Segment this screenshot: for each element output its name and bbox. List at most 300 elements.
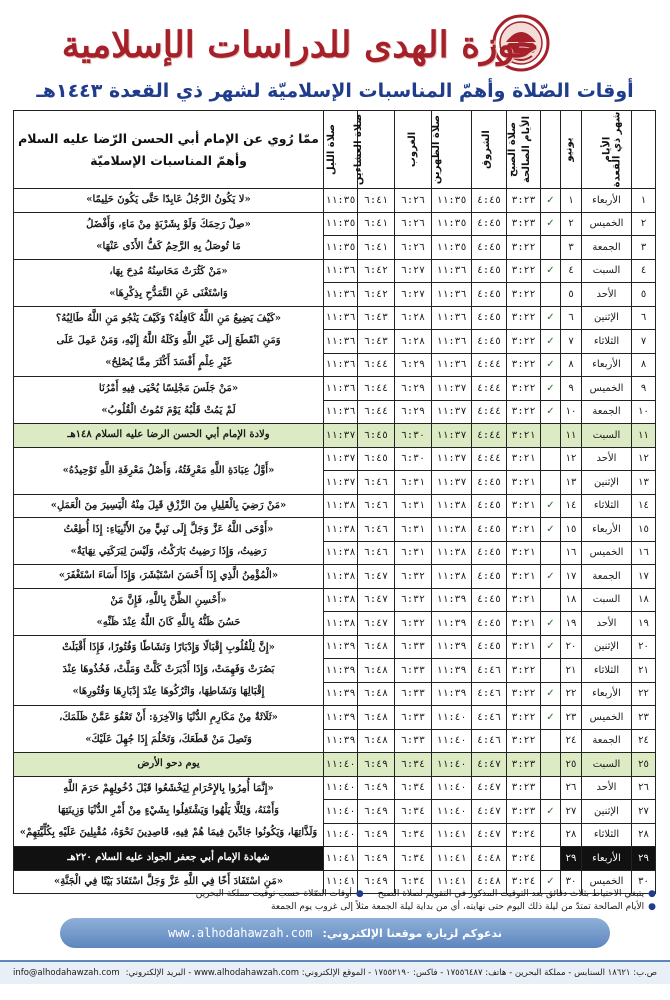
maghrib-time: ٦:٤٦ [358, 494, 395, 518]
dhuhr-time: ١١:٤٠ [432, 729, 472, 753]
sunrise-time: ٤:٤٥ [472, 588, 507, 612]
june-day: ٢٢ [561, 682, 582, 706]
occasion-text-line: «مَنْ كَثُرَتْ مَحَاسِنُهُ مُدِحَ بِهَا، [109, 265, 228, 277]
occasion-text-line: مَا تُوصَلُ بِهِ الرَّحِمُ كَفُّ الأَذَى عَنْهَا» [96, 240, 241, 252]
fajr-time: ٣:٢٤ [507, 870, 541, 894]
fajr-time: ٣:٢١ [507, 518, 541, 542]
dhuhr-time: ١١:٣٥ [432, 212, 472, 236]
occasion-text-line: بَصُرَتْ وَفَهِمَتْ، وَإِذَا أَدْبَرَتْ كَلَّتْ وَمَلَّتْ، فَخُذُوهَا عِنْدَ [62, 664, 275, 676]
sunset-time: ٦:٣٣ [395, 729, 432, 753]
contact-email-link[interactable]: info@alhodahawzah.com [12, 968, 120, 978]
fajr-time: ٣:٢٢ [507, 330, 541, 354]
maghrib-time: ٦:٤٩ [358, 870, 395, 894]
weekday: الإثنين [582, 471, 632, 495]
sunset-time: ٦:٢٩ [395, 377, 432, 401]
sunrise-time: ٤:٤٥ [472, 189, 507, 213]
hijri-day: ٢ [632, 212, 656, 236]
occasion-text-line: «صِلْ رَحِمَكَ وَلَوْ بِشَرْبَةٍ مِنْ مَاءٍ، وَأَفْضَلُ [86, 218, 251, 230]
fajr-time: ٣:٢٢ [507, 236, 541, 260]
sunrise-time: ٤:٤٥ [472, 541, 507, 565]
header-maghrib: صلاة العشاءين [358, 111, 395, 189]
table-row [14, 377, 656, 401]
hijri-day: ٢٣ [632, 706, 656, 730]
night-prayer-time: ١١:٣٧ [324, 471, 358, 495]
night-prayer-time: ١١:٣٥ [324, 189, 358, 213]
dhuhr-time: ١١:٣٨ [432, 565, 472, 589]
maghrib-time: ٦:٤٨ [358, 706, 395, 730]
hijri-day: ٥ [632, 283, 656, 307]
good-day-check-icon: ✓ [541, 377, 561, 401]
good-day-empty [541, 729, 561, 753]
dhuhr-time: ١١:٣٦ [432, 306, 472, 330]
table-row [14, 189, 656, 213]
page-header [0, 0, 670, 104]
sunrise-time: ٤:٤٤ [472, 447, 507, 471]
weekday: الخميس [582, 212, 632, 236]
sunrise-time: ٤:٤٥ [472, 494, 507, 518]
weekday: الأحد [582, 447, 632, 471]
night-prayer-time: ١١:٣٩ [324, 729, 358, 753]
fajr-time: ٣:٢٣ [507, 189, 541, 213]
june-day: ١٧ [561, 565, 582, 589]
maghrib-time: ٦:٤٤ [358, 400, 395, 424]
dhuhr-time: ١١:٣٧ [432, 471, 472, 495]
hijri-day: ٧ [632, 330, 656, 354]
prayer-times-table-wrapper [14, 110, 656, 894]
night-prayer-time: ١١:٣٧ [324, 447, 358, 471]
hijri-day: ٢٤ [632, 729, 656, 753]
sunrise-time: ٤:٤٤ [472, 400, 507, 424]
table-row [14, 706, 656, 730]
weekday: الإثنين [582, 800, 632, 824]
sunset-time: ٦:٣٠ [395, 447, 432, 471]
occasion-cell [14, 424, 324, 448]
website-invite-label: ندعوكم لزيارة موقعنا الإلكتروني: [322, 926, 503, 940]
fajr-time: ٣:٢٢ [507, 729, 541, 753]
weekday: الخميس [582, 377, 632, 401]
good-day-check-icon: ✓ [541, 612, 561, 636]
maghrib-time: ٦:٤٧ [358, 588, 395, 612]
sunrise-time: ٤:٤٧ [472, 776, 507, 800]
fajr-time: ٣:٢٢ [507, 353, 541, 377]
hadith-cell [14, 635, 324, 706]
night-prayer-time: ١١:٣٥ [324, 236, 358, 260]
sunrise-time: ٤:٤٦ [472, 706, 507, 730]
good-day-check-icon: ✓ [541, 306, 561, 330]
hijri-day: ١ [632, 189, 656, 213]
weekday: الخميس [582, 870, 632, 894]
good-day-check-icon: ✓ [541, 189, 561, 213]
weekday: السبت [582, 259, 632, 283]
sunset-time: ٦:٢٦ [395, 189, 432, 213]
maghrib-time: ٦:٤٧ [358, 565, 395, 589]
good-day-empty [541, 847, 561, 871]
june-day: ٢٣ [561, 706, 582, 730]
june-day: ٢٥ [561, 753, 582, 777]
fajr-time: ٣:٢١ [507, 588, 541, 612]
hijri-day: ٣٠ [632, 870, 656, 894]
sunrise-time: ٤:٤٥ [472, 518, 507, 542]
night-prayer-time: ١١:٣٩ [324, 706, 358, 730]
sunrise-time: ٤:٤٥ [472, 283, 507, 307]
occasion-text-line: إِقْبَالِهَا وَنَشَاطِهَا، وَاتْرُكُوهَا عِنْدَ إِدْبَارِهَا وَفُتُورِهَا» [72, 686, 265, 698]
occasion-text-line: «أَوَّلُ عِبَادَةِ اللَّهِ مَعْرِفَتُهُ، وَأَصْلُ مَعْرِفَةِ اللَّهِ تَوْحِيدُهُ» [62, 464, 275, 476]
sunset-time: ٦:٢٨ [395, 306, 432, 330]
weekday: الأربعاء [582, 189, 632, 213]
june-day: ١٨ [561, 588, 582, 612]
hadith-cell [14, 447, 324, 494]
hijri-day: ٩ [632, 377, 656, 401]
sunset-time: ٦:٣٣ [395, 682, 432, 706]
sunrise-time: ٤:٤٧ [472, 800, 507, 824]
occasion-text-line: «إِنَّ لِلْقُلُوبِ إِقْبَالًا وَإِدْبَارًا وَنَشَاطًا وَفُتُورًا، فَإِذَا أَقْبَلَتْ [62, 642, 275, 654]
header-dhuhr: صلاة الظهرين [432, 111, 472, 189]
occasion-text-line: «ثَلَاثَةٌ مِنْ مَكَارِمِ الدُّنْيَا وَالآخِرَةِ: أَنْ تَعْفُوَ عَمَّنْ ظَلَمَكَ، [59, 712, 278, 723]
table-row [14, 424, 656, 448]
weekday: الثلاثاء [582, 659, 632, 683]
table-row [14, 518, 656, 542]
note-timezone: ●أوقات الصّلاة حسب توقيت مملكة البحرين [195, 889, 364, 899]
website-link[interactable]: www.alhodahawzah.com [167, 926, 313, 940]
fajr-time: ٣:٢١ [507, 424, 541, 448]
hadith-cell [14, 518, 324, 565]
fajr-time: ٣:٢١ [507, 565, 541, 589]
hadith-cell [14, 259, 324, 306]
hijri-day: ٦ [632, 306, 656, 330]
dhuhr-time: ١١:٤٠ [432, 800, 472, 824]
dhuhr-time: ١١:٣٥ [432, 189, 472, 213]
prayer-times-table [13, 110, 656, 894]
night-prayer-time: ١١:٤٠ [324, 753, 358, 777]
header-occasions: ممّا رُوي عن الإمام أبي الحسن الرّضا عليه السلام وأهمّ المناسبات الإسلاميّة [14, 111, 324, 189]
occasion-text-line: «أَوْحَى اللَّهُ عَزَّ وَجَلَّ إِلَى نَبِيٍّ مِنَ الأَنْبِيَاءِ: إِذَا أُطِعْتُ [63, 524, 274, 535]
occasion-text-line: «الْمُؤْمِنُ الَّذِي إِذَا أَحْسَنَ اسْتَبْشَرَ، وَإِذَا أَسَاءَ اسْتَغْفَرَ» [58, 570, 279, 582]
sunset-time: ٦:٢٨ [395, 330, 432, 354]
table-row [14, 447, 656, 471]
sunrise-time: ٤:٤٥ [472, 635, 507, 659]
night-prayer-time: ١١:٣٨ [324, 494, 358, 518]
occasion-text-line: «مَنْ رَضِيَ بِالْقَلِيلِ مِنَ الرِّزْقِ قَبِلَ مِنْهُ الْيَسِيرَ مِنَ الْعَمَلِ» [50, 499, 287, 511]
hijri-day: ٤ [632, 259, 656, 283]
weekday: الخميس [582, 541, 632, 565]
weekday: الأحد [582, 283, 632, 307]
occasion-text-line: حَسُنَ ظَنُّهُ بِاللَّهِ كَانَ اللَّهُ عِنْدَ ظَنِّهِ» [96, 616, 241, 628]
june-day: ١١ [561, 424, 582, 448]
sunrise-time: ٤:٤٥ [472, 330, 507, 354]
dhuhr-time: ١١:٣٨ [432, 541, 472, 565]
good-day-check-icon: ✓ [541, 518, 561, 542]
maghrib-time: ٦:٤٥ [358, 447, 395, 471]
night-prayer-time: ١١:٤٠ [324, 800, 358, 824]
night-prayer-time: ١١:٣٨ [324, 588, 358, 612]
june-day: ١ [561, 189, 582, 213]
fajr-time: ٣:٢٣ [507, 776, 541, 800]
sunset-time: ٦:٣٢ [395, 612, 432, 636]
brand-calligraphy [61, 12, 539, 78]
occasion-text-line: غَيْرِ عِلْمٍ أَفْسَدَ أَكْثَرَ مِمَّا يُصْلِحُ» [105, 357, 232, 369]
maghrib-time: ٦:٤١ [358, 189, 395, 213]
june-day: ٧ [561, 330, 582, 354]
hijri-day: ١٤ [632, 494, 656, 518]
fajr-time: ٣:٢٢ [507, 659, 541, 683]
hadith-cell [14, 588, 324, 635]
fajr-time: ٣:٢٤ [507, 847, 541, 871]
june-day: ٣ [561, 236, 582, 260]
dhuhr-time: ١١:٣٧ [432, 377, 472, 401]
night-prayer-time: ١١:٣٥ [324, 212, 358, 236]
june-day: ٤ [561, 259, 582, 283]
good-day-empty [541, 447, 561, 471]
june-day: ١٣ [561, 471, 582, 495]
maghrib-time: ٦:٤٩ [358, 776, 395, 800]
fajr-time: ٣:٢٣ [507, 212, 541, 236]
table-row [14, 588, 656, 612]
sunrise-time: ٤:٤٧ [472, 753, 507, 777]
weekday: الجمعة [582, 236, 632, 260]
good-day-check-icon: ✓ [541, 353, 561, 377]
header-hijri-day: شهر ذي القعدة [632, 111, 656, 189]
good-day-empty [541, 541, 561, 565]
night-prayer-time: ١١:٤١ [324, 847, 358, 871]
sunset-time: ٦:٢٩ [395, 400, 432, 424]
sunrise-time: ٤:٤٦ [472, 729, 507, 753]
maghrib-time: ٦:٤٤ [358, 353, 395, 377]
weekday: الأربعاء [582, 518, 632, 542]
maghrib-time: ٦:٤٢ [358, 259, 395, 283]
dhuhr-time: ١١:٣٨ [432, 518, 472, 542]
good-day-check-icon: ✓ [541, 635, 561, 659]
page-title: أوقات الصّلاة وأهمّ المناسبات الإسلاميّة لشهر ذي القعدة ١٤٤٣هـ [36, 80, 634, 102]
dhuhr-time: ١١:٣٩ [432, 659, 472, 683]
weekday: السبت [582, 753, 632, 777]
good-day-check-icon: ✓ [541, 259, 561, 283]
occasion-text-line: ولادة الإمام أبي الحسن الرضا عليه السلام ١٤٨هـ [67, 429, 270, 441]
fajr-time: ٣:٢١ [507, 541, 541, 565]
fajr-time: ٣:٢٣ [507, 753, 541, 777]
weekday: الجمعة [582, 565, 632, 589]
header-sunrise: الشروق [472, 111, 507, 189]
night-prayer-time: ١١:٣٦ [324, 353, 358, 377]
table-header-row [14, 111, 656, 189]
dhuhr-time: ١١:٣٩ [432, 588, 472, 612]
sunset-time: ٦:٢٦ [395, 212, 432, 236]
june-day: ١٥ [561, 518, 582, 542]
weekday: الخميس [582, 706, 632, 730]
website-banner [60, 918, 610, 948]
occasion-cell [14, 753, 324, 777]
june-day: ٦ [561, 306, 582, 330]
good-day-empty [541, 753, 561, 777]
fajr-time: ٣:٢٢ [507, 283, 541, 307]
sunrise-time: ٤:٤٨ [472, 870, 507, 894]
night-prayer-time: ١١:٣٧ [324, 424, 358, 448]
occasion-text-line: «مَنْ جَلَسَ مَجْلِسًا يُحْيَى فِيهِ أَمْرُنَا [98, 383, 239, 394]
sunrise-time: ٤:٤٥ [472, 612, 507, 636]
table-row [14, 259, 656, 283]
hijri-day: ٢٢ [632, 682, 656, 706]
hijri-day: ١١ [632, 424, 656, 448]
weekday: الأحد [582, 776, 632, 800]
dhuhr-time: ١١:٣٦ [432, 353, 472, 377]
maghrib-time: ٦:٤٩ [358, 753, 395, 777]
hijri-day: ١٨ [632, 588, 656, 612]
notes-section [14, 888, 656, 914]
sunrise-time: ٤:٤٤ [472, 424, 507, 448]
fajr-time: ٣:٢٣ [507, 800, 541, 824]
hijri-day: ٢١ [632, 659, 656, 683]
june-day: ١٢ [561, 447, 582, 471]
table-row [14, 565, 656, 589]
sunrise-time: ٤:٤٥ [472, 306, 507, 330]
fajr-time: ٣:٢١ [507, 471, 541, 495]
dhuhr-time: ١١:٣٨ [432, 494, 472, 518]
hadith-cell [14, 189, 324, 213]
sunrise-time: ٤:٤٦ [472, 682, 507, 706]
night-prayer-time: ١١:٣٨ [324, 518, 358, 542]
hadith-cell [14, 212, 324, 259]
weekday: السبت [582, 424, 632, 448]
weekday: الثلاثاء [582, 823, 632, 847]
hadith-cell [14, 494, 324, 518]
header-night-prayer: صلاة الليل [324, 111, 358, 189]
june-day: ٨ [561, 353, 582, 377]
occasion-cell [14, 847, 324, 871]
header-june: يونيو [561, 111, 582, 189]
maghrib-time: ٦:٤٦ [358, 541, 395, 565]
fajr-time: ٣:٢١ [507, 612, 541, 636]
hijri-day: ٣ [632, 236, 656, 260]
good-day-empty [541, 776, 561, 800]
dhuhr-time: ١١:٣٩ [432, 612, 472, 636]
table-row [14, 635, 656, 659]
sunrise-time: ٤:٤٥ [472, 259, 507, 283]
maghrib-time: ٦:٤٣ [358, 306, 395, 330]
dhuhr-time: ١١:٤٠ [432, 706, 472, 730]
sunset-time: ٦:٣٤ [395, 753, 432, 777]
good-day-check-icon: ✓ [541, 565, 561, 589]
sunset-time: ٦:٣٤ [395, 776, 432, 800]
night-prayer-time: ١١:٣٦ [324, 306, 358, 330]
june-day: ٢٨ [561, 823, 582, 847]
hadith-cell [14, 706, 324, 753]
occasion-text-line: «إِنَّمَا أُمِرُوا بِالإِحْرَامِ لِيَخْشَعُوا قَبْلَ دُخُولِهِمْ حَرَمَ اللَّهِ [63, 783, 274, 795]
sunrise-time: ٤:٤٥ [472, 212, 507, 236]
notes-line-2 [14, 901, 656, 914]
sunset-time: ٦:٣٤ [395, 800, 432, 824]
june-day: ٢٩ [561, 847, 582, 871]
weekday: الجمعة [582, 729, 632, 753]
weekday: الأحد [582, 612, 632, 636]
header-weekday: الأيام [582, 111, 632, 189]
dhuhr-time: ١١:٣٩ [432, 635, 472, 659]
weekday: السبت [582, 588, 632, 612]
dhuhr-time: ١١:٣٦ [432, 259, 472, 283]
june-day: ٢٤ [561, 729, 582, 753]
table-row [14, 306, 656, 330]
sunset-time: ٦:٣٠ [395, 424, 432, 448]
occasion-text-line: «لا يَكُونُ الرَّجُلُ عَابِدًا حَتَّى يَكُونَ حَلِيمًا» [86, 194, 251, 206]
table-row [14, 753, 656, 777]
hadith-cell [14, 377, 324, 424]
hijri-day: ٢٩ [632, 847, 656, 871]
maghrib-time: ٦:٤٨ [358, 729, 395, 753]
june-day: ١٤ [561, 494, 582, 518]
weekday: الثلاثاء [582, 330, 632, 354]
dhuhr-time: ١١:٤١ [432, 823, 472, 847]
maghrib-time: ٦:٤٨ [358, 635, 395, 659]
good-day-empty [541, 236, 561, 260]
occasion-text-line: وَتَصِلَ مَنْ قَطَعَكَ، وَتَحْلُمَ إِذَا جُهِلَ عَلَيْكَ» [85, 734, 252, 745]
june-day: ٢٧ [561, 800, 582, 824]
sunset-time: ٦:٣٢ [395, 588, 432, 612]
hijri-day: ٢٠ [632, 635, 656, 659]
contact-address: ص.ب: ١٨٦٢١ السنابس - مملكة البحرين - هاتف: ١٧٥٥٦٤٨٧ - فاكس: ١٧٥٥٢١٩٠ - الموقع الإلكتروني: www.alhodahawzah.com - البريد الإلكتروني: [125, 968, 658, 978]
notes-line-1 [14, 888, 656, 901]
june-day: ١٠ [561, 400, 582, 424]
hadith-cell [14, 776, 324, 847]
fajr-time: ٣:٢٢ [507, 306, 541, 330]
fajr-time: ٣:٢١ [507, 635, 541, 659]
june-day: ٣٠ [561, 870, 582, 894]
hijri-day: ٢٨ [632, 823, 656, 847]
sunrise-time: ٤:٤٥ [472, 565, 507, 589]
night-prayer-time: ١١:٣٩ [324, 659, 358, 683]
good-day-check-icon: ✓ [541, 706, 561, 730]
dhuhr-time: ١١:٣٧ [432, 400, 472, 424]
dhuhr-time: ١١:٤٠ [432, 776, 472, 800]
hijri-day: ١٢ [632, 447, 656, 471]
june-day: ٢٦ [561, 776, 582, 800]
night-prayer-time: ١١:٣٩ [324, 635, 358, 659]
sunrise-time: ٤:٤٧ [472, 823, 507, 847]
fajr-time: ٣:٢١ [507, 447, 541, 471]
sunset-time: ٦:٣١ [395, 541, 432, 565]
dhuhr-time: ١١:٣٩ [432, 682, 472, 706]
table-row [14, 776, 656, 800]
header-fajr: صلاة الصبح [507, 111, 541, 189]
night-prayer-time: ١١:٣٨ [324, 565, 358, 589]
fajr-time: ٣:٢٢ [507, 682, 541, 706]
good-day-check-icon: ✓ [541, 800, 561, 824]
sunset-time: ٦:٢٦ [395, 236, 432, 260]
dhuhr-time: ١١:٣٧ [432, 447, 472, 471]
good-day-empty [541, 588, 561, 612]
sunset-time: ٦:٣١ [395, 518, 432, 542]
table-row [14, 212, 656, 236]
sunrise-time: ٤:٤٥ [472, 236, 507, 260]
sunset-time: ٦:٢٩ [395, 353, 432, 377]
good-day-check-icon: ✓ [541, 400, 561, 424]
weekday: الإثنين [582, 635, 632, 659]
june-day: ١٩ [561, 612, 582, 636]
brand-name: حوزة الهدى للدراسات الإسلامية [61, 24, 539, 66]
good-day-empty [541, 823, 561, 847]
maghrib-time: ٦:٤٢ [358, 283, 395, 307]
sunset-time: ٦:٢٧ [395, 259, 432, 283]
good-day-empty [541, 471, 561, 495]
dhuhr-time: ١١:٣٧ [432, 424, 472, 448]
sunset-time: ٦:٣١ [395, 471, 432, 495]
good-day-empty [541, 283, 561, 307]
occasion-text-line: «أَحْسِنِ الظَّنَّ بِاللَّهِ، فَإِنَّ مَنْ [110, 594, 227, 606]
maghrib-time: ٦:٤٩ [358, 847, 395, 871]
sunset-time: ٦:٣٤ [395, 870, 432, 894]
sunset-time: ٦:٢٧ [395, 283, 432, 307]
occasion-text-line: وَاسْتَغْنَى عَنِ التَّمَدُّحِ بِذِكْرِهَا» [109, 287, 228, 299]
hijri-day: ١٣ [632, 471, 656, 495]
weekday: الأربعاء [582, 682, 632, 706]
fajr-time: ٣:٢٢ [507, 259, 541, 283]
